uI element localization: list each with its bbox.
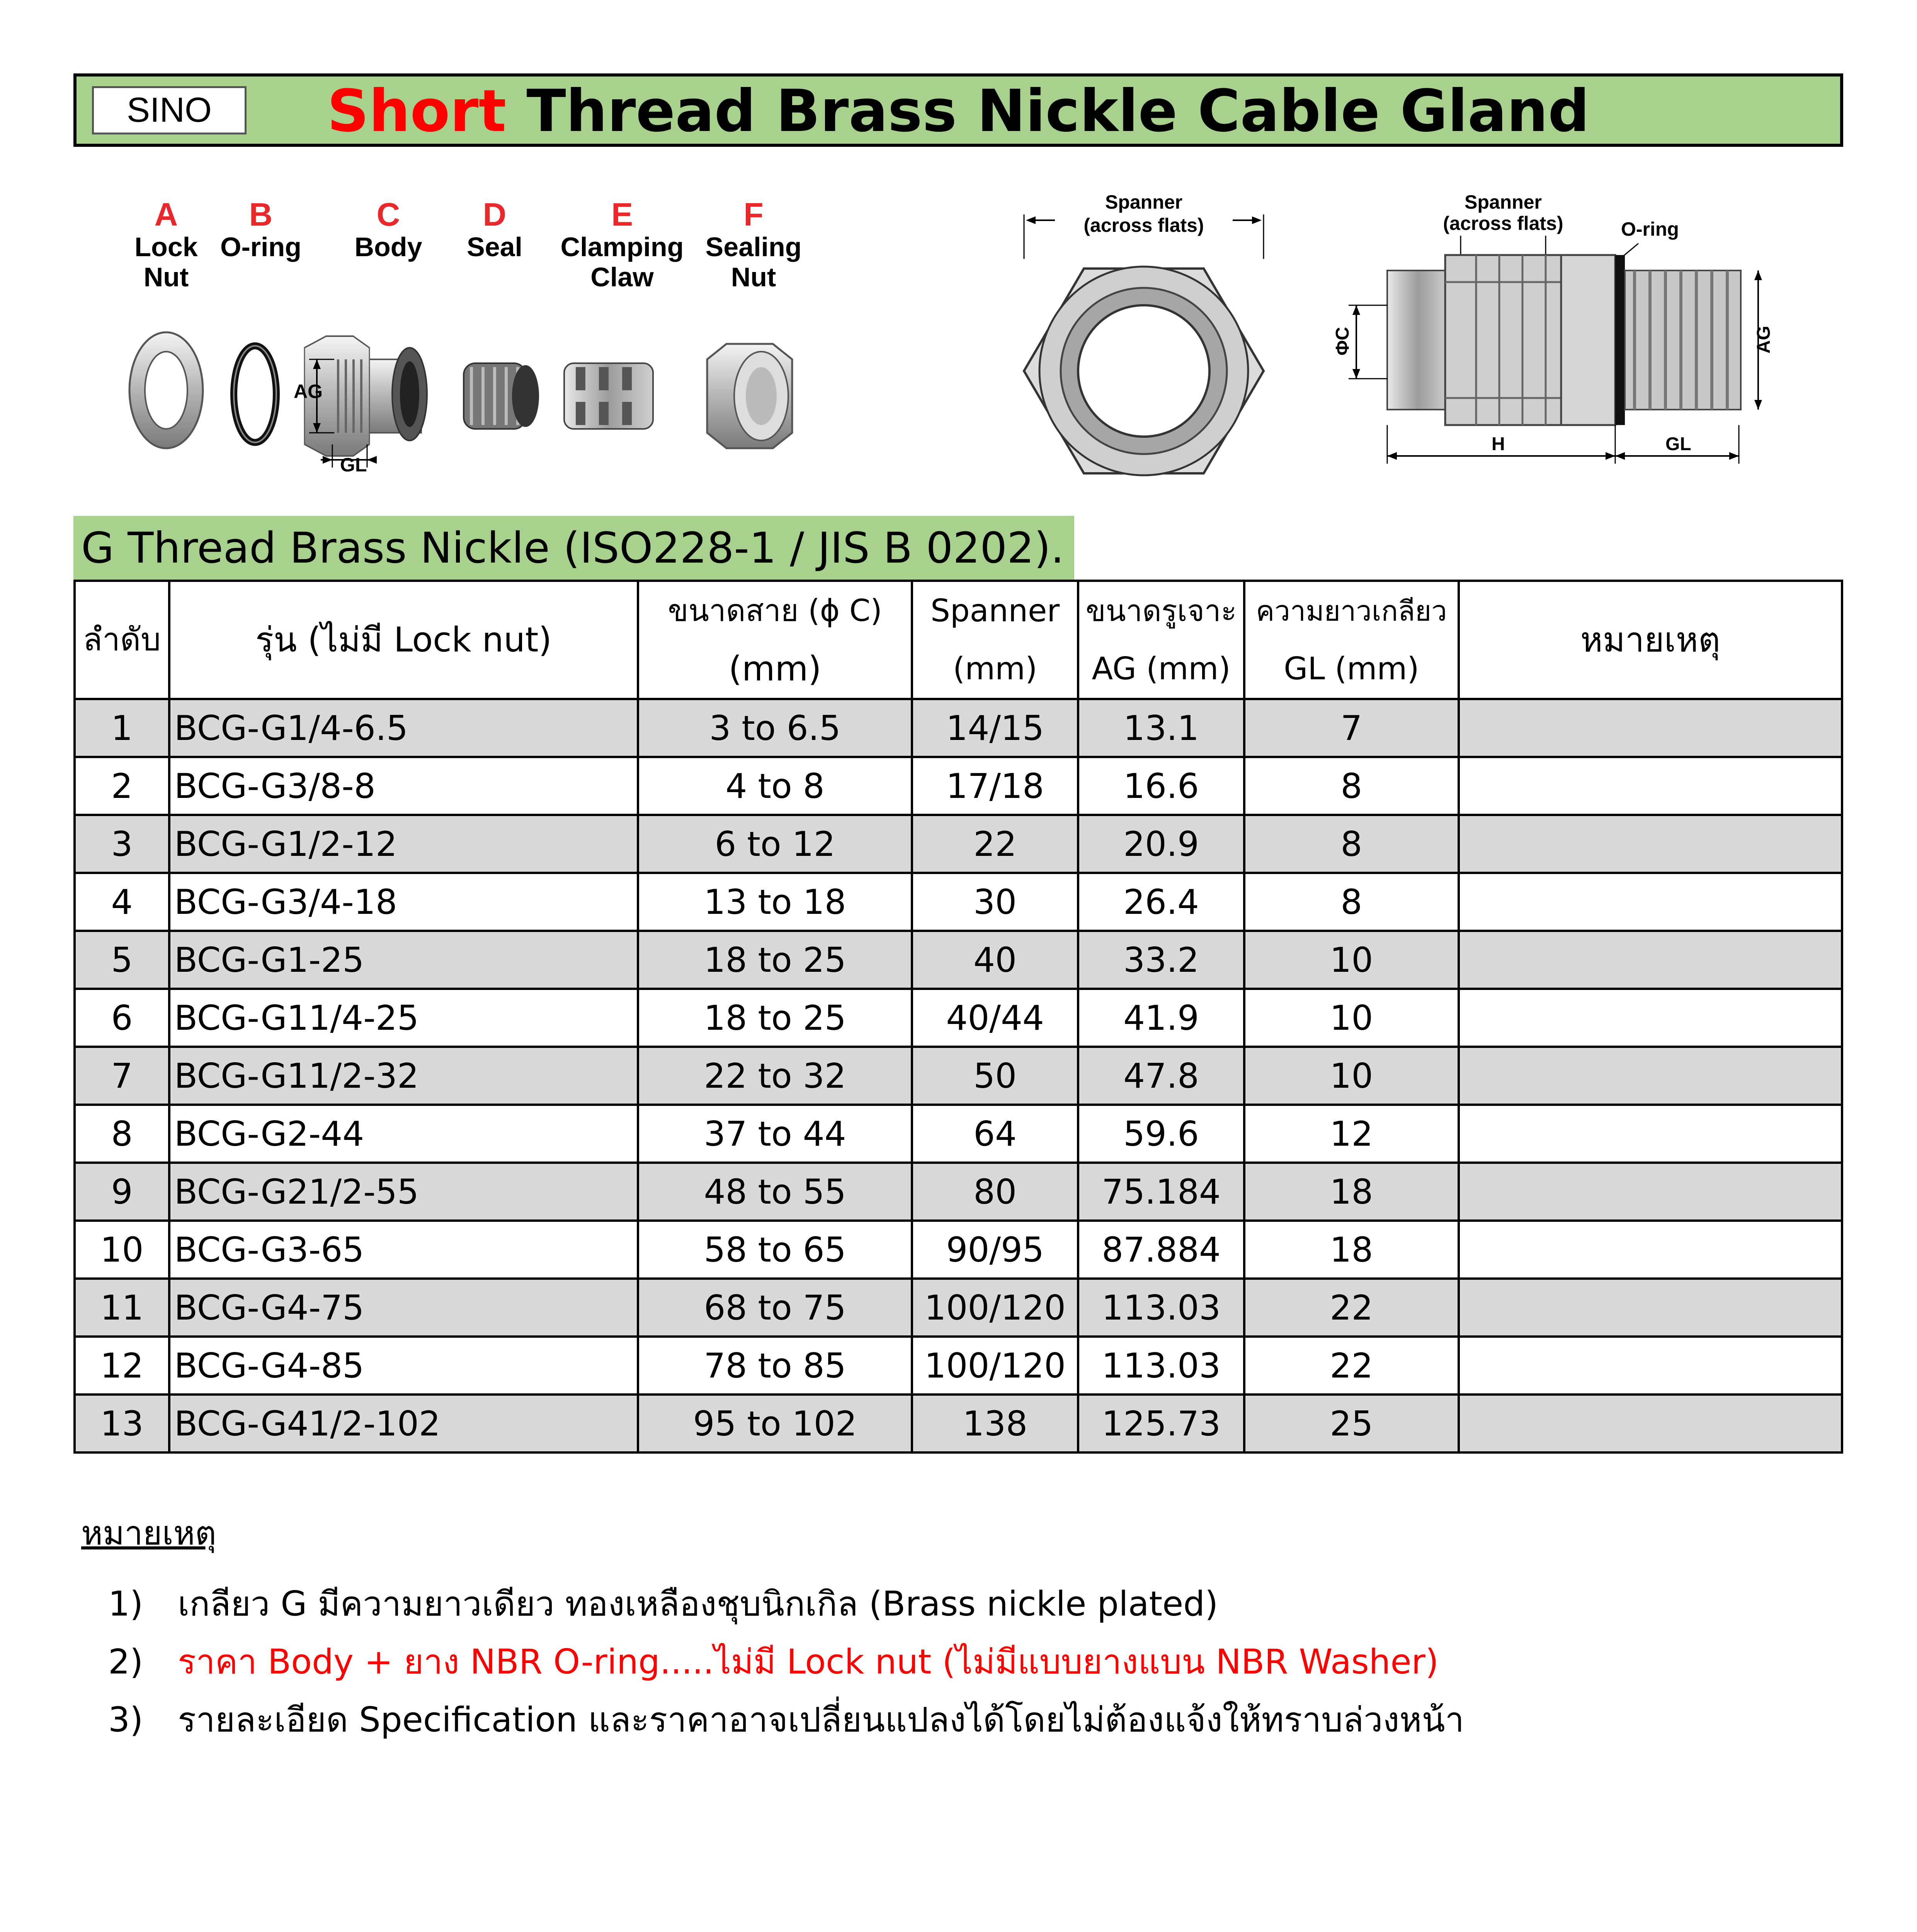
svg-text:(across flats): (across flats) [1084, 214, 1204, 236]
svg-text:AG: AG [294, 381, 323, 402]
cell-remark [1459, 757, 1842, 815]
table-row [75, 815, 1842, 873]
parts-exploded-figure [124, 197, 866, 498]
sealing-nut-icon [707, 344, 792, 448]
cell-cable: 37 to 44 [638, 1105, 912, 1163]
cell-model: BCG-G3-65 [169, 1221, 638, 1279]
part-label-d: D Seal [467, 196, 522, 262]
table-row [75, 1047, 1842, 1105]
side-view-drawing [1329, 193, 1778, 479]
cell-model: BCG-G21/2-55 [169, 1163, 638, 1221]
cell-remark [1459, 1395, 1842, 1452]
table-row [75, 1105, 1842, 1163]
cell-model: BCG-G1/4-6.5 [169, 699, 638, 757]
cell-remark [1459, 1337, 1842, 1395]
cell-remark [1459, 931, 1842, 989]
cell-model: BCG-G11/4-25 [169, 989, 638, 1047]
brand-label: SINO [92, 86, 247, 134]
svg-text:Spanner: Spanner [1464, 193, 1542, 213]
cell-spanner: 30 [912, 873, 1078, 931]
cell-spanner: 14/15 [912, 699, 1078, 757]
cell-no: 4 [75, 873, 169, 931]
cell-gl: 18 [1244, 1163, 1459, 1221]
parts-drawing [124, 197, 866, 498]
cell-gl: 25 [1244, 1395, 1459, 1452]
seal-icon [464, 363, 539, 429]
part-label-e: E Clamping Claw [560, 196, 684, 292]
cell-model: BCG-G4-75 [169, 1279, 638, 1337]
cell-cable: 95 to 102 [638, 1395, 912, 1452]
note-item-price: 2) ราคา Body + ยาง NBR O-ring.....ไม่มี Lock nut (ไม่มีแบบยางแบน NBR Washer) [108, 1641, 1439, 1682]
cell-gl: 10 [1244, 989, 1459, 1047]
cell-no: 2 [75, 757, 169, 815]
table-row [75, 931, 1842, 989]
cell-gl: 8 [1244, 873, 1459, 931]
cell-model: BCG-G2-44 [169, 1105, 638, 1163]
header-thread: ความยาวเกลียว GL (mm) [1244, 581, 1459, 699]
cell-no: 11 [75, 1279, 169, 1337]
part-label-c: C Body [354, 196, 422, 262]
table-row [75, 1337, 1842, 1395]
header-no: ลำดับ [75, 581, 169, 699]
lock-nut-icon [129, 332, 203, 448]
cell-ag: 59.6 [1078, 1105, 1244, 1163]
part-label-a: A Lock Nut [134, 196, 198, 292]
cell-model: BCG-G1/2-12 [169, 815, 638, 873]
cell-model: BCG-G1-25 [169, 931, 638, 989]
svg-text:ΦC: ΦC [1332, 327, 1353, 355]
hex-top-view-drawing [1012, 189, 1275, 498]
cell-no: 12 [75, 1337, 169, 1395]
cell-gl: 7 [1244, 699, 1459, 757]
notes-heading: หมายเหตุ [81, 1514, 216, 1553]
note-item: 3) รายละเอียด Specification และราคาอาจเปลี่ยนแปลงได้โดยไม่ต้องแจ้งให้ทราบล่วงหน้า [108, 1699, 1465, 1740]
table-row [75, 1163, 1842, 1221]
cell-spanner: 40/44 [912, 989, 1078, 1047]
cell-cable: 18 to 25 [638, 989, 912, 1047]
cell-cable: 68 to 75 [638, 1279, 912, 1337]
cell-gl: 18 [1244, 1221, 1459, 1279]
header-remark: หมายเหตุ [1459, 581, 1842, 699]
svg-text:GL: GL [340, 454, 367, 476]
cell-no: 3 [75, 815, 169, 873]
cell-ag: 125.73 [1078, 1395, 1244, 1452]
cell-cable: 6 to 12 [638, 815, 912, 873]
svg-text:Spanner: Spanner [1105, 191, 1183, 213]
cell-remark [1459, 1279, 1842, 1337]
table-row [75, 1279, 1842, 1337]
cell-remark [1459, 1221, 1842, 1279]
cell-gl: 22 [1244, 1337, 1459, 1395]
cell-ag: 87.884 [1078, 1221, 1244, 1279]
cell-spanner: 17/18 [912, 757, 1078, 815]
cell-cable: 18 to 25 [638, 931, 912, 989]
cell-remark [1459, 815, 1842, 873]
cell-spanner: 100/120 [912, 1337, 1078, 1395]
cell-spanner: 90/95 [912, 1221, 1078, 1279]
cell-spanner: 80 [912, 1163, 1078, 1221]
cell-cable: 58 to 65 [638, 1221, 912, 1279]
cell-no: 9 [75, 1163, 169, 1221]
cell-gl: 12 [1244, 1105, 1459, 1163]
cell-model: BCG-G3/4-18 [169, 873, 638, 931]
cell-ag: 113.03 [1078, 1337, 1244, 1395]
cell-gl: 8 [1244, 757, 1459, 815]
title-text: Thread Brass Nickle Cable Gland [506, 78, 1590, 145]
body-icon [304, 336, 427, 456]
svg-text:O-ring: O-ring [1621, 218, 1679, 240]
cell-cable: 22 to 32 [638, 1047, 912, 1105]
cell-cable: 4 to 8 [638, 757, 912, 815]
cell-gl: 10 [1244, 931, 1459, 989]
o-ring-icon [234, 346, 276, 442]
cell-model: BCG-G11/2-32 [169, 1047, 638, 1105]
page-title [77, 78, 1840, 145]
cell-spanner: 22 [912, 815, 1078, 873]
clamping-claw-icon [564, 363, 653, 429]
cell-spanner: 50 [912, 1047, 1078, 1105]
cell-no: 6 [75, 989, 169, 1047]
cell-remark [1459, 1047, 1842, 1105]
cell-model: BCG-G41/2-102 [169, 1395, 638, 1452]
cell-cable: 3 to 6.5 [638, 699, 912, 757]
cell-no: 5 [75, 931, 169, 989]
hex-top-view-figure [1012, 189, 1275, 498]
cell-ag: 113.03 [1078, 1279, 1244, 1337]
cell-gl: 22 [1244, 1279, 1459, 1337]
table-row [75, 1221, 1842, 1279]
table-row [75, 989, 1842, 1047]
cell-no: 8 [75, 1105, 169, 1163]
cell-no: 10 [75, 1221, 169, 1279]
cell-model: BCG-G4-85 [169, 1337, 638, 1395]
cell-cable: 78 to 85 [638, 1337, 912, 1395]
cell-remark [1459, 989, 1842, 1047]
cell-spanner: 100/120 [912, 1279, 1078, 1337]
header-model: รุ่น (ไม่มี Lock nut) [169, 581, 638, 699]
table-body [75, 699, 1842, 1452]
table-row [75, 699, 1842, 757]
cell-spanner: 64 [912, 1105, 1078, 1163]
notes-section [81, 1507, 1464, 1748]
side-view-figure [1329, 193, 1778, 479]
cell-ag: 16.6 [1078, 757, 1244, 815]
table-row [75, 757, 1842, 815]
cell-cable: 13 to 18 [638, 873, 912, 931]
cell-model: BCG-G3/8-8 [169, 757, 638, 815]
part-label-b: B O-ring [220, 196, 301, 262]
svg-text:AG: AG [1754, 326, 1774, 354]
svg-text:(across flats): (across flats) [1443, 213, 1563, 234]
cell-ag: 26.4 [1078, 873, 1244, 931]
spec-table [73, 580, 1843, 1454]
cell-remark [1459, 873, 1842, 931]
cell-no: 13 [75, 1395, 169, 1452]
cell-remark [1459, 1105, 1842, 1163]
table-row [75, 873, 1842, 931]
cell-gl: 8 [1244, 815, 1459, 873]
cell-no: 7 [75, 1047, 169, 1105]
cell-spanner: 138 [912, 1395, 1078, 1452]
cell-spanner: 40 [912, 931, 1078, 989]
cell-cable: 48 to 55 [638, 1163, 912, 1221]
cell-ag: 13.1 [1078, 699, 1244, 757]
table-header-row [75, 581, 1842, 699]
cell-ag: 75.184 [1078, 1163, 1244, 1221]
cell-gl: 10 [1244, 1047, 1459, 1105]
cell-ag: 20.9 [1078, 815, 1244, 873]
table-row [75, 1395, 1842, 1452]
note-item: 1) เกลียว G มีความยาวเดียว ทองเหลืองชุบนิกเกิล (Brass nickle plated) [108, 1583, 1218, 1624]
cell-ag: 33.2 [1078, 931, 1244, 989]
section-subtitle: G Thread Brass Nickle (ISO228-1 / JIS B 0202). [73, 516, 1074, 580]
part-label-f: F Sealing Nut [705, 196, 802, 292]
title-highlight: Short [327, 78, 507, 145]
svg-text:GL: GL [1665, 434, 1691, 454]
svg-text:H: H [1492, 434, 1505, 454]
cell-ag: 47.8 [1078, 1047, 1244, 1105]
header-hole: ขนาดรูเจาะ AG (mm) [1078, 581, 1244, 699]
cell-no: 1 [75, 699, 169, 757]
header-spanner: Spanner (mm) [912, 581, 1078, 699]
cell-remark [1459, 1163, 1842, 1221]
header-cable: ขนาดสาย (ϕ C) (mm) [638, 581, 912, 699]
header-bar [73, 73, 1843, 147]
cell-remark [1459, 699, 1842, 757]
cell-ag: 41.9 [1078, 989, 1244, 1047]
